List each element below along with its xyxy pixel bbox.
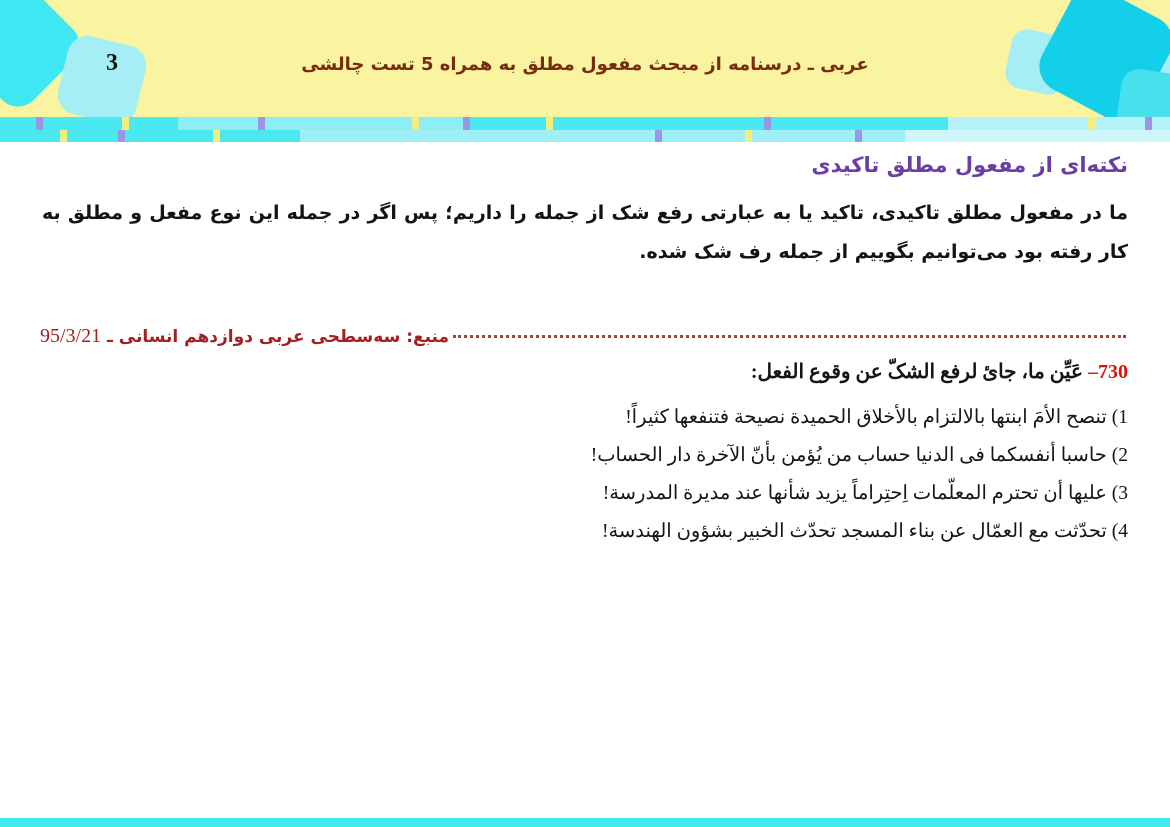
source-date: 95/3/21 <box>40 324 102 347</box>
option-3 <box>42 475 1128 513</box>
source-label-text: منبع: سه‌سطحی عربی دوازدهم انسانی ـ <box>107 326 450 347</box>
option-3-text: علیها أن تحترم المعلّمات اِحتِراماً یزید شأنها عند مدیرة المدرسة! <box>602 483 1107 504</box>
note-body-text: ما در مفعول مطلق تاکیدی، تاکید یا به عبارتی رفع شک از جمله را داریم؛ پس اگر در جمله این نوع مفعل و مطلق به کار رفته بود می‌توانیم بگوییم از جمله رف شک شده. <box>42 202 1128 263</box>
option-4 <box>42 513 1128 551</box>
note-heading: نکته‌ای از مفعول مطلق تاکیدی <box>811 153 1128 177</box>
option-1 <box>42 399 1128 437</box>
decor-stripe-row2 <box>0 130 1170 142</box>
source-text <box>40 325 449 348</box>
question-line <box>42 359 1128 384</box>
options-list <box>42 399 1128 551</box>
decor-bottom-bar <box>0 818 1170 827</box>
dotted-leader <box>453 335 1126 338</box>
question-text: عَیِّن ما، جائ لرفع الشکّ عن وقوع الفعل: <box>750 361 1083 383</box>
question-dash: – <box>1088 361 1098 383</box>
option-1-number: 1) <box>1106 407 1128 428</box>
option-4-text: تحدّثت مع العمّال عن بناء المسجد تحدّث الخبیر بشؤون الهندسة! <box>601 521 1107 542</box>
option-1-text: تنصح الأمَ ابنتها بالالتزام بالأخلاق الحمیدة نصیحة فتنفعها کثیراً! <box>625 407 1107 428</box>
page-header <box>0 0 1170 117</box>
decor-stripe-row1 <box>0 117 1170 130</box>
option-3-number: 3) <box>1106 483 1128 504</box>
option-2-text: حاسبا أنفسکما فی الدنیا حساب من یُؤمن بأنّ الآخرة دار الحساب! <box>590 445 1107 466</box>
page-number: 3 <box>106 50 118 76</box>
option-2-number: 2) <box>1106 445 1128 466</box>
option-4-number: 4) <box>1106 521 1128 542</box>
option-2 <box>42 437 1128 475</box>
header-title: عربی ـ درسنامه از مبحث مفعول مطلق به همراه 5 تست چالشی <box>301 54 869 75</box>
source-line <box>40 320 1130 352</box>
question-number: 730 <box>1098 361 1128 383</box>
